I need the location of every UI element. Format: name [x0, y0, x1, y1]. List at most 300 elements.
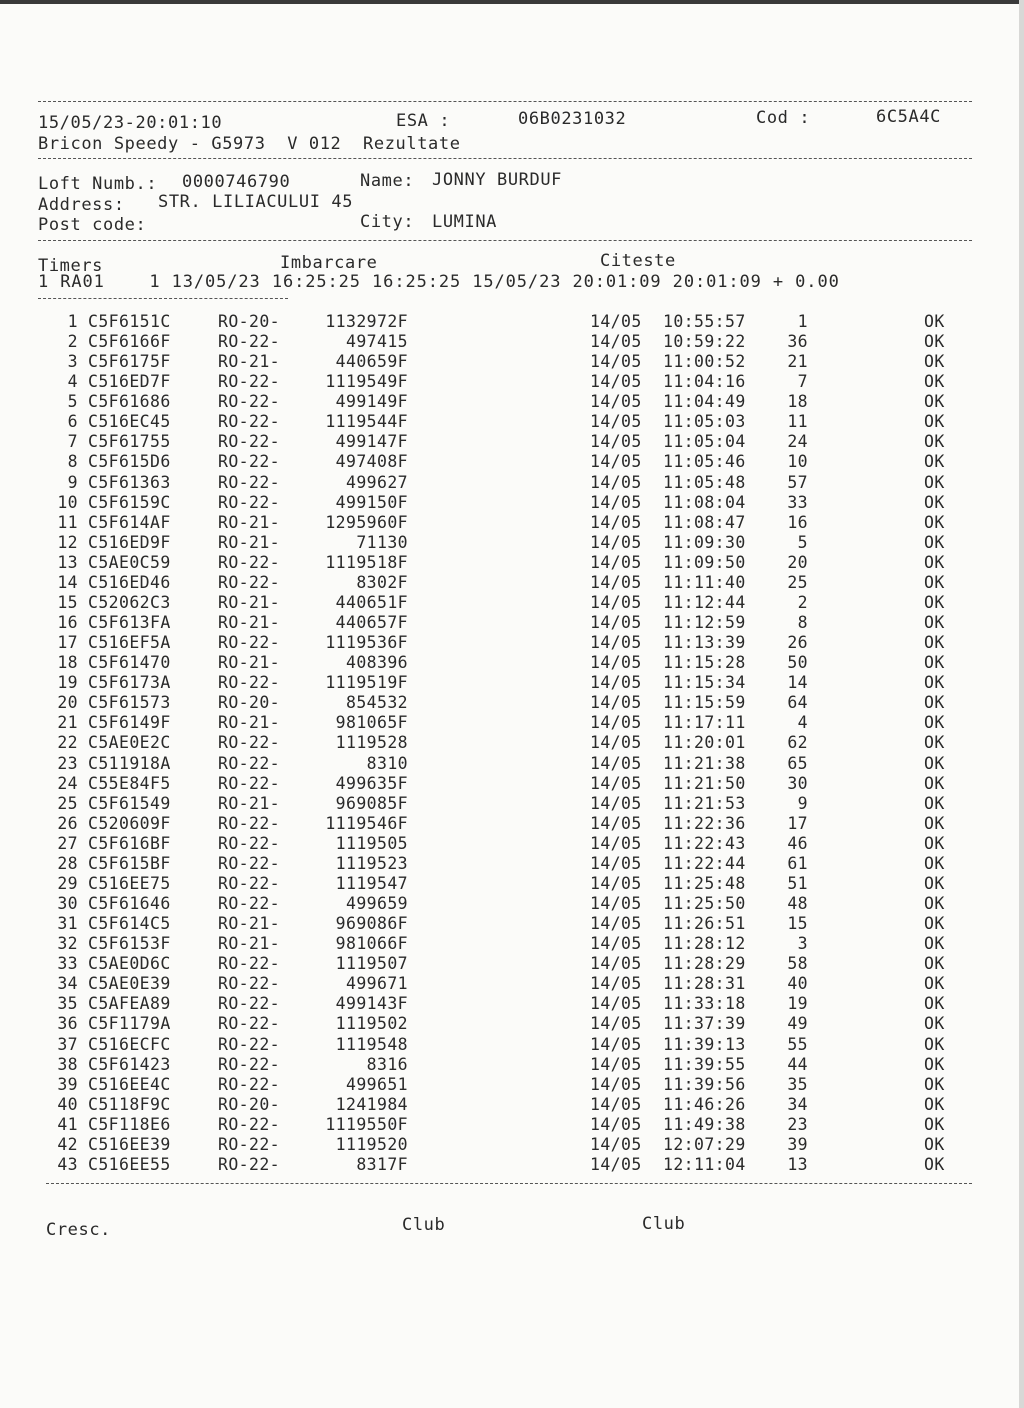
ring-region: RO-22-	[218, 873, 281, 893]
status-ok: OK	[924, 1054, 945, 1074]
arrival-time: 11:21:38	[663, 753, 746, 773]
arrival-date: 14/05	[590, 753, 642, 773]
arrival-date: 14/05	[590, 954, 642, 974]
ring-serial: 1119536F	[325, 633, 408, 653]
ring-region: RO-22-	[218, 432, 281, 452]
arrival-date: 14/05	[590, 572, 642, 592]
ring-code: C5F6175F	[88, 352, 171, 372]
status-ok: OK	[924, 713, 945, 733]
table-row	[0, 1115, 1024, 1135]
status-ok: OK	[924, 1074, 945, 1094]
ring-code: C5F1179A	[88, 1014, 171, 1034]
status-ok: OK	[924, 613, 945, 633]
ring-serial: 497408F	[335, 452, 408, 472]
table-row	[0, 553, 1024, 573]
arrival-time: 11:15:34	[663, 673, 746, 693]
arrival-time: 11:15:28	[663, 653, 746, 673]
arrival-date: 14/05	[590, 653, 642, 673]
ring-serial: 440651F	[335, 592, 408, 612]
row-number: 4	[67, 372, 78, 392]
ring-code: C5118F9C	[88, 1094, 171, 1114]
arrival-date: 14/05	[590, 592, 642, 612]
arrival-date: 14/05	[590, 773, 642, 793]
arrival-time: 11:17:11	[663, 713, 746, 733]
row-number: 28	[57, 853, 78, 873]
arrival-date: 14/05	[590, 472, 642, 492]
position-number: 19	[787, 994, 808, 1014]
table-row	[0, 593, 1024, 613]
ring-region: RO-22-	[218, 753, 281, 773]
ring-code: C5F61549	[88, 793, 171, 813]
ring-region: RO-21-	[218, 934, 281, 954]
row-number: 13	[57, 552, 78, 572]
ring-region: RO-22-	[218, 994, 281, 1014]
table-row	[0, 754, 1024, 774]
table-row	[0, 432, 1024, 452]
arrival-time: 11:04:16	[663, 372, 746, 392]
position-number: 21	[787, 352, 808, 372]
arrival-date: 14/05	[590, 1134, 642, 1154]
status-ok: OK	[924, 492, 945, 512]
address-value: STR. LILIACULUI 45	[158, 192, 354, 212]
status-ok: OK	[924, 693, 945, 713]
ring-serial: 981066F	[335, 934, 408, 954]
ring-region: RO-22-	[218, 1114, 281, 1134]
arrival-time: 11:37:39	[663, 1014, 746, 1034]
arrival-time: 11:13:39	[663, 633, 746, 653]
ring-region: RO-22-	[218, 894, 281, 914]
arrival-date: 14/05	[590, 853, 642, 873]
row-number: 43	[57, 1154, 78, 1174]
row-number: 5	[67, 392, 78, 412]
status-ok: OK	[924, 352, 945, 372]
arrival-date: 14/05	[590, 312, 642, 331]
arrival-date: 14/05	[590, 713, 642, 733]
table-row	[0, 894, 1024, 914]
loft-name-label: Name:	[360, 171, 415, 191]
arrival-date: 14/05	[590, 1054, 642, 1074]
table-row	[0, 513, 1024, 533]
cod-label: Cod :	[756, 108, 811, 128]
status-ok: OK	[924, 633, 945, 653]
table-row	[0, 1075, 1024, 1095]
ring-serial: 1119520	[335, 1134, 408, 1154]
ring-code: C5F6166F	[88, 332, 171, 352]
arrival-time: 11:12:44	[663, 592, 746, 612]
arrival-time: 11:11:40	[663, 572, 746, 592]
ring-serial: 1119549F	[325, 372, 408, 392]
arrival-time: 12:07:29	[663, 1134, 746, 1154]
status-ok: OK	[924, 512, 945, 532]
position-number: 25	[787, 572, 808, 592]
arrival-time: 11:08:47	[663, 512, 746, 532]
row-number: 17	[57, 633, 78, 653]
arrival-date: 14/05	[590, 412, 642, 432]
ring-region: RO-21-	[218, 793, 281, 813]
status-ok: OK	[924, 1114, 945, 1134]
ring-code: C5F118E6	[88, 1114, 171, 1134]
status-ok: OK	[924, 653, 945, 673]
row-number: 37	[57, 1034, 78, 1054]
status-ok: OK	[924, 793, 945, 813]
ring-serial: 854532	[345, 693, 408, 713]
ring-region: RO-20-	[218, 1094, 281, 1114]
ring-code: C516ED9F	[88, 532, 171, 552]
ring-serial: 408396	[345, 653, 408, 673]
row-number: 9	[67, 472, 78, 492]
row-number: 35	[57, 994, 78, 1014]
row-number: 39	[57, 1074, 78, 1094]
arrival-date: 14/05	[590, 1114, 642, 1134]
position-number: 24	[787, 432, 808, 452]
arrival-time: 11:46:26	[663, 1094, 746, 1114]
ring-serial: 499659	[345, 894, 408, 914]
ring-code: C5F61363	[88, 472, 171, 492]
imbarcare-label: Imbarcare	[280, 253, 378, 273]
postcode-label: Post code:	[38, 215, 147, 235]
arrival-time: 11:49:38	[663, 1114, 746, 1134]
ring-serial: 1119546F	[325, 813, 408, 833]
arrival-time: 12:11:04	[663, 1154, 746, 1174]
arrival-date: 14/05	[590, 934, 642, 954]
row-number: 25	[57, 793, 78, 813]
ring-region: RO-22-	[218, 733, 281, 753]
position-number: 18	[787, 392, 808, 412]
ring-region: RO-22-	[218, 552, 281, 572]
row-number: 22	[57, 733, 78, 753]
table-row	[0, 1055, 1024, 1075]
table-row	[0, 452, 1024, 472]
row-number: 29	[57, 873, 78, 893]
table-row	[0, 1014, 1024, 1034]
arrival-date: 14/05	[590, 894, 642, 914]
arrival-date: 14/05	[590, 633, 642, 653]
row-number: 14	[57, 572, 78, 592]
ring-code: C516EF5A	[88, 633, 171, 653]
status-ok: OK	[924, 994, 945, 1014]
ring-region: RO-22-	[218, 1054, 281, 1074]
arrival-date: 14/05	[590, 733, 642, 753]
arrival-date: 14/05	[590, 392, 642, 412]
row-number: 34	[57, 974, 78, 994]
ring-serial: 1241984	[335, 1094, 408, 1114]
position-number: 15	[787, 914, 808, 934]
program-line: Bricon Speedy - G5973 V 012 Rezultate	[38, 134, 461, 154]
status-ok: OK	[924, 954, 945, 974]
row-number: 15	[57, 592, 78, 612]
ring-code: C516EC45	[88, 412, 171, 432]
loft-numb-value: 0000746790	[182, 172, 291, 192]
position-number: 46	[787, 833, 808, 853]
city-label: City:	[360, 212, 415, 232]
arrival-date: 14/05	[590, 813, 642, 833]
status-ok: OK	[924, 392, 945, 412]
ring-code: C5AE0E39	[88, 974, 171, 994]
ring-region: RO-20-	[218, 312, 281, 331]
ring-code: C516ECFC	[88, 1034, 171, 1054]
row-number: 27	[57, 833, 78, 853]
ring-code: C5F6149F	[88, 713, 171, 733]
row-number: 12	[57, 532, 78, 552]
row-number: 21	[57, 713, 78, 733]
position-number: 5	[797, 532, 808, 552]
arrival-time: 11:05:04	[663, 432, 746, 452]
arrival-time: 11:25:48	[663, 873, 746, 893]
arrival-date: 14/05	[590, 1094, 642, 1114]
ring-code: C5F615D6	[88, 452, 171, 472]
arrival-date: 14/05	[590, 693, 642, 713]
loft-numb-label: Loft Numb.:	[38, 174, 158, 194]
table-row	[0, 794, 1024, 814]
row-number: 41	[57, 1114, 78, 1134]
status-ok: OK	[924, 372, 945, 392]
arrival-date: 14/05	[590, 833, 642, 853]
position-number: 51	[787, 873, 808, 893]
arrival-time: 11:28:29	[663, 954, 746, 974]
table-row	[0, 713, 1024, 733]
arrival-time: 11:28:12	[663, 934, 746, 954]
ring-region: RO-22-	[218, 633, 281, 653]
ring-serial: 981065F	[335, 713, 408, 733]
position-number: 44	[787, 1054, 808, 1074]
status-ok: OK	[924, 753, 945, 773]
position-number: 49	[787, 1014, 808, 1034]
arrival-time: 11:15:59	[663, 693, 746, 713]
ring-code: C516EE55	[88, 1154, 171, 1174]
table-row	[0, 774, 1024, 794]
position-number: 17	[787, 813, 808, 833]
esa-value: 06B0231032	[518, 109, 627, 129]
ring-region: RO-21-	[218, 532, 281, 552]
ring-serial: 440657F	[335, 613, 408, 633]
status-ok: OK	[924, 673, 945, 693]
status-ok: OK	[924, 733, 945, 753]
arrival-date: 14/05	[590, 512, 642, 532]
status-ok: OK	[924, 934, 945, 954]
table-row	[0, 693, 1024, 713]
arrival-date: 14/05	[590, 372, 642, 392]
header-datetime: 15/05/23-20:01:10	[38, 113, 223, 133]
ring-code: C5F613FA	[88, 613, 171, 633]
ring-region: RO-21-	[218, 914, 281, 934]
ring-serial: 499149F	[335, 392, 408, 412]
status-ok: OK	[924, 432, 945, 452]
ring-region: RO-22-	[218, 813, 281, 833]
ring-region: RO-22-	[218, 332, 281, 352]
ring-code: C5F61470	[88, 653, 171, 673]
row-number: 6	[67, 412, 78, 432]
row-number: 33	[57, 954, 78, 974]
ring-serial: 440659F	[335, 352, 408, 372]
table-row	[0, 352, 1024, 372]
position-number: 11	[787, 412, 808, 432]
ring-serial: 1119547	[335, 873, 408, 893]
ring-serial: 71130	[356, 532, 408, 552]
table-row	[0, 613, 1024, 633]
status-ok: OK	[924, 472, 945, 492]
position-number: 36	[787, 332, 808, 352]
row-number: 7	[67, 432, 78, 452]
position-number: 65	[787, 753, 808, 773]
ring-serial: 969085F	[335, 793, 408, 813]
arrival-date: 14/05	[590, 994, 642, 1014]
ring-serial: 1119528	[335, 733, 408, 753]
ring-region: RO-22-	[218, 392, 281, 412]
ring-region: RO-21-	[218, 352, 281, 372]
ring-region: RO-21-	[218, 613, 281, 633]
ring-code: C5F61423	[88, 1054, 171, 1074]
arrival-time: 11:09:30	[663, 532, 746, 552]
table-row	[0, 854, 1024, 874]
row-number: 19	[57, 673, 78, 693]
position-number: 9	[797, 793, 808, 813]
row-number: 8	[67, 452, 78, 472]
ring-region: RO-22-	[218, 853, 281, 873]
row-number: 2	[67, 332, 78, 352]
position-number: 16	[787, 512, 808, 532]
position-number: 48	[787, 894, 808, 914]
ring-code: C516EE39	[88, 1134, 171, 1154]
ring-region: RO-22-	[218, 773, 281, 793]
position-number: 40	[787, 974, 808, 994]
arrival-date: 14/05	[590, 432, 642, 452]
ring-serial: 499635F	[335, 773, 408, 793]
ring-region: RO-22-	[218, 833, 281, 853]
status-ok: OK	[924, 773, 945, 793]
ring-region: RO-22-	[218, 1034, 281, 1054]
position-number: 50	[787, 653, 808, 673]
arrival-time: 11:21:53	[663, 793, 746, 813]
status-ok: OK	[924, 1014, 945, 1034]
ring-serial: 497415	[345, 332, 408, 352]
position-number: 20	[787, 552, 808, 572]
position-number: 30	[787, 773, 808, 793]
arrival-time: 11:04:49	[663, 392, 746, 412]
cod-value: 6C5A4C	[876, 107, 942, 127]
timer-line: 1 RA01 1 13/05/23 16:25:25 16:25:25 15/05/23 20:01:09 20:01:09 + 0.00	[38, 272, 840, 292]
arrival-date: 14/05	[590, 613, 642, 633]
table-row	[0, 1095, 1024, 1115]
status-ok: OK	[924, 833, 945, 853]
ring-region: RO-22-	[218, 673, 281, 693]
ring-serial: 8317F	[356, 1154, 408, 1174]
ring-serial: 1119550F	[325, 1114, 408, 1134]
position-number: 10	[787, 452, 808, 472]
status-ok: OK	[924, 873, 945, 893]
table-row	[0, 874, 1024, 894]
arrival-date: 14/05	[590, 1014, 642, 1034]
status-ok: OK	[924, 532, 945, 552]
ring-region: RO-22-	[218, 372, 281, 392]
ring-code: C55E84F5	[88, 773, 171, 793]
arrival-date: 14/05	[590, 492, 642, 512]
status-ok: OK	[924, 853, 945, 873]
row-number: 3	[67, 352, 78, 372]
cresc-label: Cresc.	[46, 1220, 112, 1240]
table-row	[0, 653, 1024, 673]
position-number: 8	[797, 613, 808, 633]
row-number: 11	[57, 512, 78, 532]
status-ok: OK	[924, 894, 945, 914]
timers-label: Timers	[38, 256, 104, 276]
table-row	[0, 733, 1024, 753]
row-number: 20	[57, 693, 78, 713]
ring-region: RO-21-	[218, 512, 281, 532]
arrival-time: 11:22:44	[663, 853, 746, 873]
table-row	[0, 412, 1024, 432]
row-number: 30	[57, 894, 78, 914]
arrival-time: 11:20:01	[663, 733, 746, 753]
ring-serial: 1119523	[335, 853, 408, 873]
ring-code: C5F61573	[88, 693, 171, 713]
ring-code: C5F61755	[88, 432, 171, 452]
arrival-time: 11:39:13	[663, 1034, 746, 1054]
ring-region: RO-22-	[218, 1014, 281, 1034]
table-row	[0, 673, 1024, 693]
arrival-time: 11:28:31	[663, 974, 746, 994]
ring-code: C5F61646	[88, 894, 171, 914]
ring-code: C516EE4C	[88, 1074, 171, 1094]
status-ok: OK	[924, 312, 945, 331]
arrival-date: 14/05	[590, 974, 642, 994]
ring-serial: 499147F	[335, 432, 408, 452]
ring-code: C5F616BF	[88, 833, 171, 853]
table-row	[0, 1035, 1024, 1055]
row-number: 32	[57, 934, 78, 954]
ring-code: C5F6153F	[88, 934, 171, 954]
ring-code: C5AFEA89	[88, 994, 171, 1014]
ring-code: C516ED7F	[88, 372, 171, 392]
arrival-date: 14/05	[590, 452, 642, 472]
table-row	[0, 372, 1024, 392]
row-number: 1	[67, 312, 78, 331]
esa-label: ESA :	[396, 111, 451, 131]
table-row	[0, 914, 1024, 934]
row-number: 40	[57, 1094, 78, 1114]
table-row	[0, 994, 1024, 1014]
ring-region: RO-22-	[218, 974, 281, 994]
ring-code: C5F6159C	[88, 492, 171, 512]
table-row	[0, 834, 1024, 854]
status-ok: OK	[924, 1134, 945, 1154]
ring-code: C5F6151C	[88, 312, 171, 331]
position-number: 57	[787, 472, 808, 492]
position-number: 34	[787, 1094, 808, 1114]
arrival-date: 14/05	[590, 914, 642, 934]
position-number: 55	[787, 1034, 808, 1054]
table-row	[0, 974, 1024, 994]
position-number: 14	[787, 673, 808, 693]
table-row	[0, 473, 1024, 493]
position-number: 1	[797, 312, 808, 331]
position-number: 4	[797, 713, 808, 733]
ring-code: C5AE0E2C	[88, 733, 171, 753]
ring-serial: 8316	[366, 1054, 408, 1074]
ring-code: C520609F	[88, 813, 171, 833]
ring-serial: 499150F	[335, 492, 408, 512]
row-number: 10	[57, 492, 78, 512]
status-ok: OK	[924, 452, 945, 472]
table-row	[0, 814, 1024, 834]
arrival-date: 14/05	[590, 793, 642, 813]
arrival-time: 11:00:52	[663, 352, 746, 372]
arrival-date: 14/05	[590, 352, 642, 372]
ring-code: C5AE0D6C	[88, 954, 171, 974]
position-number: 7	[797, 372, 808, 392]
divider-top	[38, 101, 972, 102]
position-number: 33	[787, 492, 808, 512]
row-number: 23	[57, 753, 78, 773]
